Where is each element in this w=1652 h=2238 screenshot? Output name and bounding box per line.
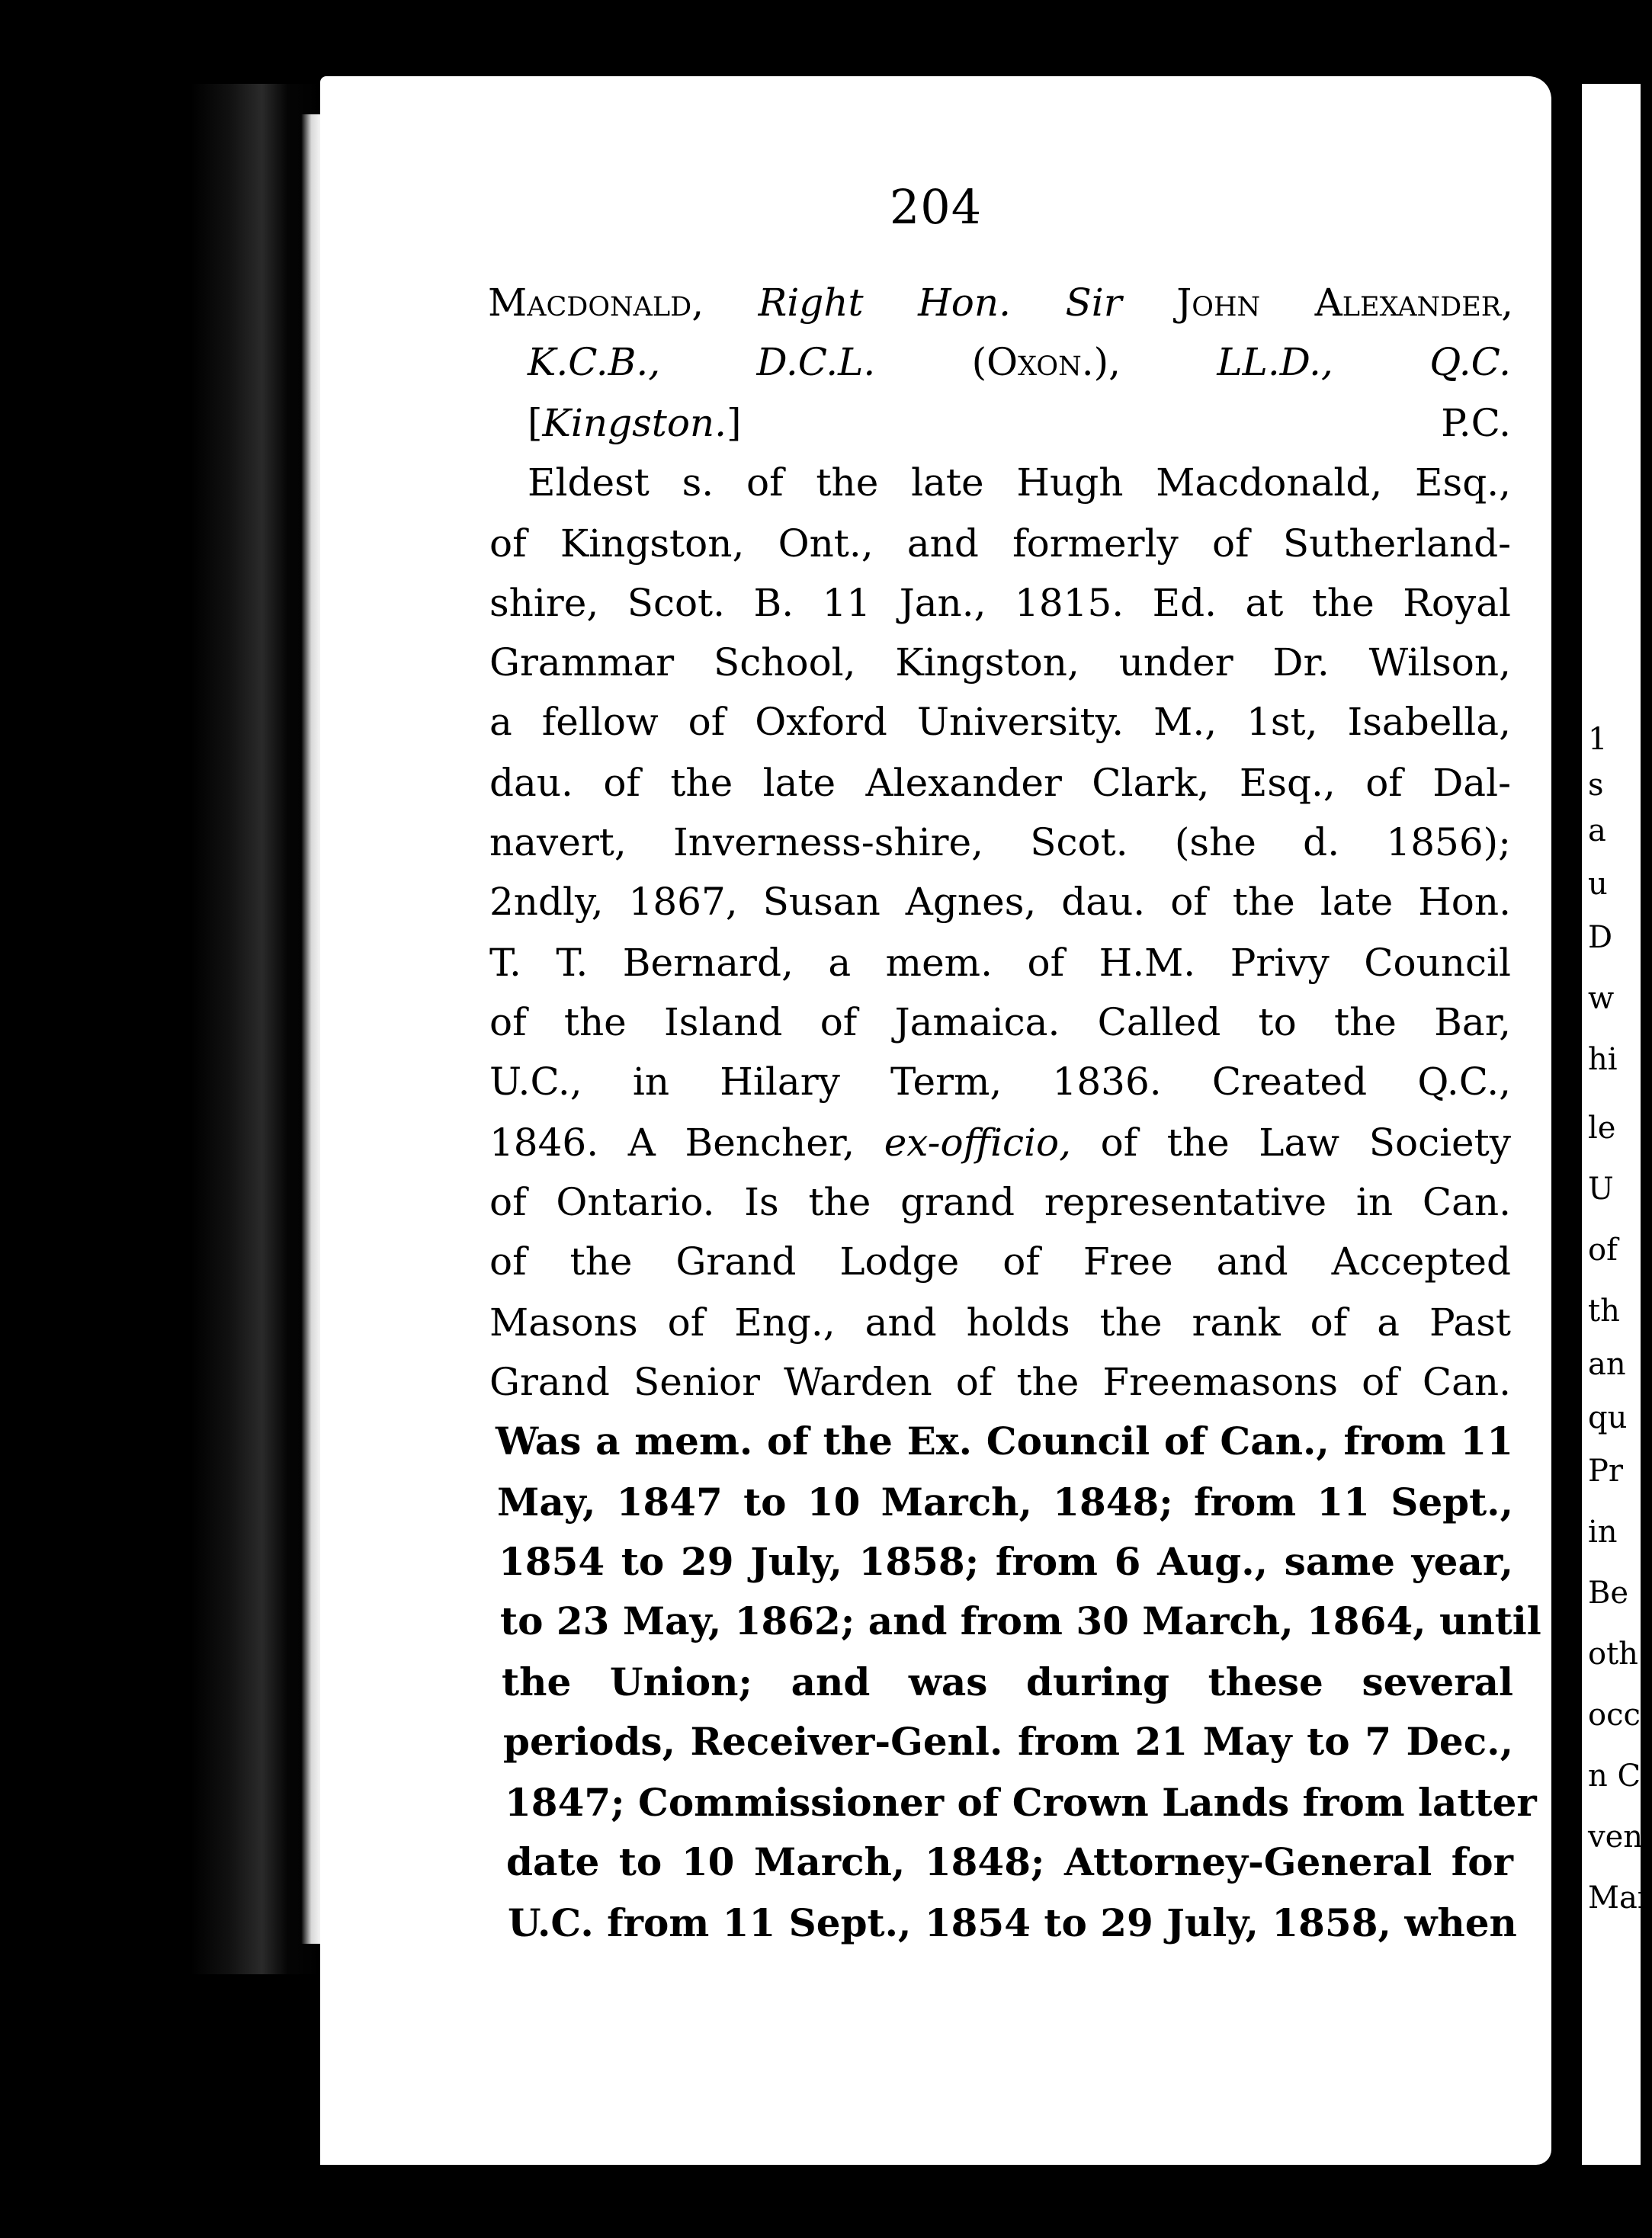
next-page-fragment: Be [1588,1576,1629,1611]
body-line: Eldest s. of the late Hugh Macdonald, Esq., [528,460,1511,505]
next-page-fragment: occ [1588,1698,1641,1733]
body-line: U.C., in Hilary Term, 1836. Created Q.C., [489,1060,1511,1104]
entry-heading-line-3 [528,401,1511,445]
body-line: dau. of the late Alexander Clark, Esq., of Dal- [489,761,1511,805]
body-line-bencher [489,1121,1511,1165]
honour-dcl: D.C.L. [756,340,876,384]
next-page-fragment: n C [1588,1759,1641,1794]
entry-title: Right Hon. Sir [758,281,1122,325]
body-line: T. T. Bernard, a mem. of H.M. Privy Council [489,941,1511,985]
next-page-fragment: hi [1588,1042,1618,1077]
next-page-fragment: qu [1588,1400,1628,1435]
body-line: of the Grand Lodge of Free and Accepted [489,1239,1511,1284]
body-line: to 23 May, 1862; and from 30 March, 1864, until [500,1598,1541,1643]
entry-heading-line-1 [488,281,1513,325]
place-bracket-open: [ [528,401,543,445]
next-page-fragment: U [1588,1172,1614,1207]
body-line: the Union; and was during these several [502,1659,1513,1704]
body-line: date to 10 March, 1848; Attorney-General for [506,1839,1513,1884]
place-bracket-close: ] [727,401,742,445]
next-page-fragment: u [1588,867,1608,902]
honour-lld: LL.D., [1217,340,1333,384]
bencher-text-after: of the Law Society [1071,1121,1511,1165]
next-page-fragment: s [1588,768,1604,803]
body-line: of the Island of Jamaica. Called to the Bar, [489,1000,1511,1044]
next-page-fragment: an [1588,1347,1626,1382]
body-line: Grand Senior Warden of the Freemasons of Can. [489,1360,1511,1404]
body-line: a fellow of Oxford University. M., 1st, Isabella, [489,700,1511,744]
book-page [320,76,1551,2165]
entry-given-names: John Alexander, [1176,281,1513,325]
honour-oxon: (Oxon.), [971,340,1121,384]
next-page-fragment: of [1588,1233,1618,1268]
next-page-fragment: 1 [1588,722,1608,757]
body-line: navert, Inverness-shire, Scot. (she d. 1856); [489,820,1511,864]
next-page-fragment: le [1588,1111,1616,1146]
honour-kcb: K.C.B., [528,340,661,384]
next-page-fragment: in [1588,1515,1618,1550]
entry-surname: Macdonald, [488,281,704,325]
next-page-fragment: Mar [1588,1880,1652,1916]
page-number: 204 [889,179,983,235]
body-line: of Ontario. Is the grand representative in Can. [489,1180,1511,1224]
next-page-fragment: w [1588,981,1615,1016]
body-line: 1854 to 29 July, 1858; from 6 Aug., same year, [499,1539,1513,1584]
body-line: Masons of Eng., and holds the rank of a Past [489,1300,1511,1345]
entry-place [528,401,742,445]
body-line: periods, Receiver-Genl. from 21 May to 7 Dec., [503,1719,1513,1764]
next-page-fragment: ven [1588,1820,1644,1855]
body-line: Was a mem. of the Ex. Council of Can., from 11 [496,1419,1513,1464]
next-page-edge [1582,84,1652,2165]
entry-heading-line-2 [528,340,1511,384]
body-line: shire, Scot. B. 11 Jan., 1815. Ed. at the Royal [489,581,1511,625]
bencher-ex-officio: ex-officio, [884,1121,1071,1165]
honour-qc: Q.C. [1429,340,1511,384]
bencher-text-before: 1846. A Bencher, [489,1121,884,1165]
next-page-fragment: th [1588,1294,1620,1329]
body-line: of Kingston, Ont., and formerly of Sutherland- [489,521,1511,566]
next-page-fragment: a [1588,813,1606,848]
body-line: May, 1847 to 10 March, 1848; from 11 Sept., [497,1480,1513,1525]
place-name: Kingston. [542,401,727,445]
next-page-fragment: oth [1588,1637,1638,1672]
body-line: Grammar School, Kingston, under Dr. Wilson, [489,640,1511,685]
next-page-fragment: Pr [1588,1454,1624,1489]
next-page-fragment: D [1588,920,1613,955]
entry-pc: P.C. [1441,401,1511,445]
body-line: 2ndly, 1867, Susan Agnes, dau. of the late Hon. [489,880,1511,924]
body-line: 1847; Commissioner of Crown Lands from latter [505,1780,1537,1825]
body-line: U.C. from 11 Sept., 1854 to 29 July, 1858, when [508,1900,1517,1945]
